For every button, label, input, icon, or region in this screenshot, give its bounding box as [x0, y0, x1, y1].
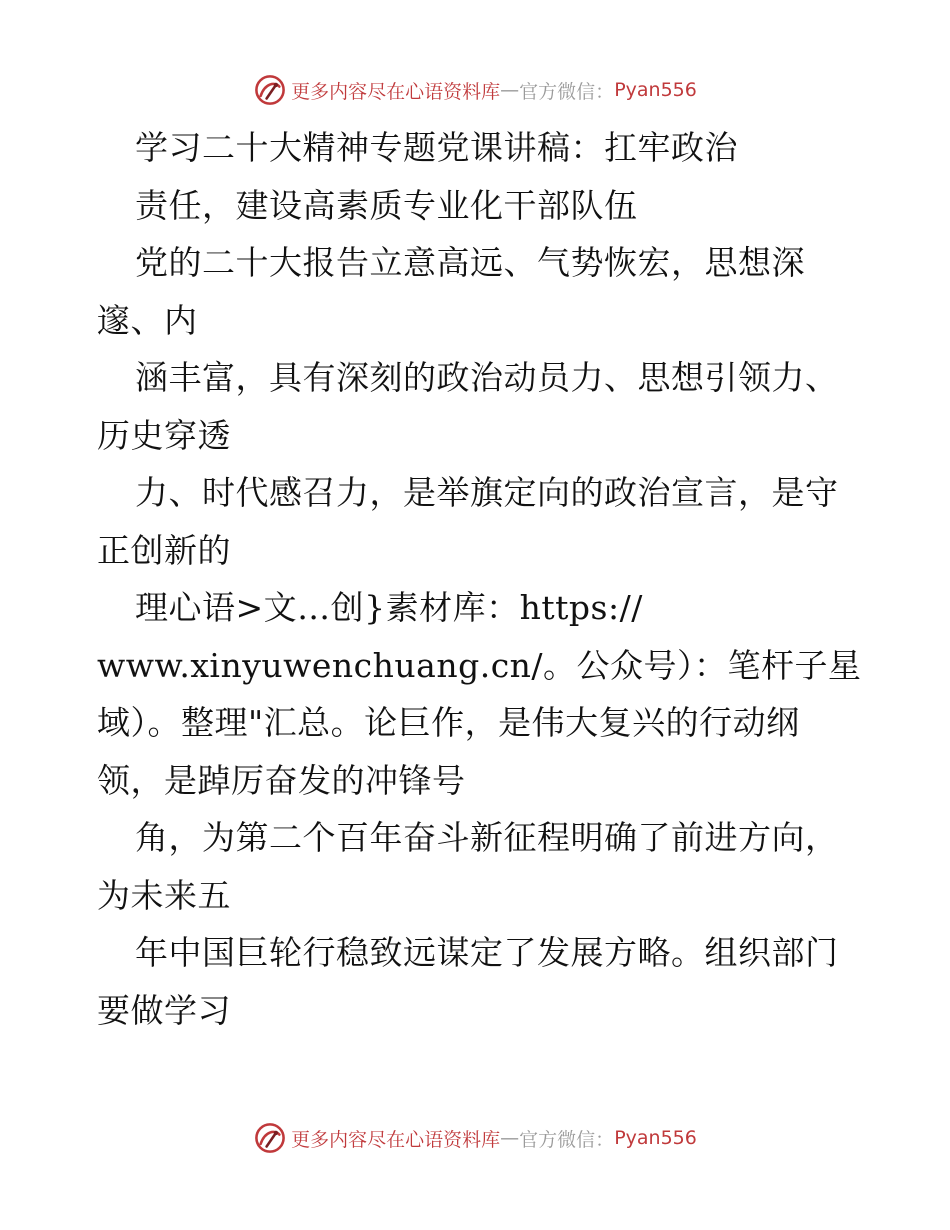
banner-wechat-label: 官方微信： [519, 1128, 615, 1151]
doc-line-16: 要做学习 [97, 990, 231, 1030]
doc-line-6: 历史穿透 [97, 415, 231, 455]
header-banner [0, 70, 950, 110]
banner-wechat-id: Pyan556 [614, 79, 697, 101]
banner-separator: — [500, 79, 520, 101]
doc-line-14: 为未来五 [97, 875, 231, 915]
doc-line-12: 领，是踔厉奋发的冲锋号 [97, 760, 466, 800]
doc-line-4: 邃、内 [97, 300, 198, 340]
doc-title-line-1: 学习二十大精神专题党课讲稿：扛牢政治 [135, 128, 738, 167]
doc-line-5: 涵丰富，具有深刻的政治动员力、思想引领力、 [135, 358, 839, 397]
logo-icon [253, 73, 287, 107]
banner-slogan: 更多内容尽在心语资料库 [291, 1128, 501, 1151]
footer-banner [0, 1118, 950, 1158]
doc-title-line-2: 责任，建设高素质专业化干部队伍 [135, 185, 638, 225]
doc-line-8: 正创新的 [97, 530, 231, 570]
doc-line-7: 力、时代感召力，是举旗定向的政治宣言，是守 [135, 473, 839, 512]
doc-line-9: 理心语>文…创}素材库：https:// [135, 588, 643, 627]
logo-icon [253, 1121, 287, 1155]
doc-line-3: 党的二十大报告立意高远、气势恢宏，思想深 [135, 243, 805, 282]
banner-wechat-label: 官方微信： [519, 80, 615, 103]
doc-line-11: 域）。整理"汇总。论巨作，是伟大复兴的行动纲 [97, 703, 800, 742]
doc-line-10: www.xinyuwenchuang.cn/。公众号）：笔杆子星 [97, 645, 862, 685]
doc-line-13: 角，为第二个百年奋斗新征程明确了前进方向， [135, 818, 839, 857]
document-body [97, 119, 887, 1039]
doc-line-15: 年中国巨轮行稳致远谋定了发展方略。组织部门 [135, 933, 839, 972]
banner-slogan: 更多内容尽在心语资料库 [291, 80, 501, 103]
banner-wechat-id: Pyan556 [614, 1127, 697, 1149]
banner-separator: — [500, 1127, 520, 1149]
